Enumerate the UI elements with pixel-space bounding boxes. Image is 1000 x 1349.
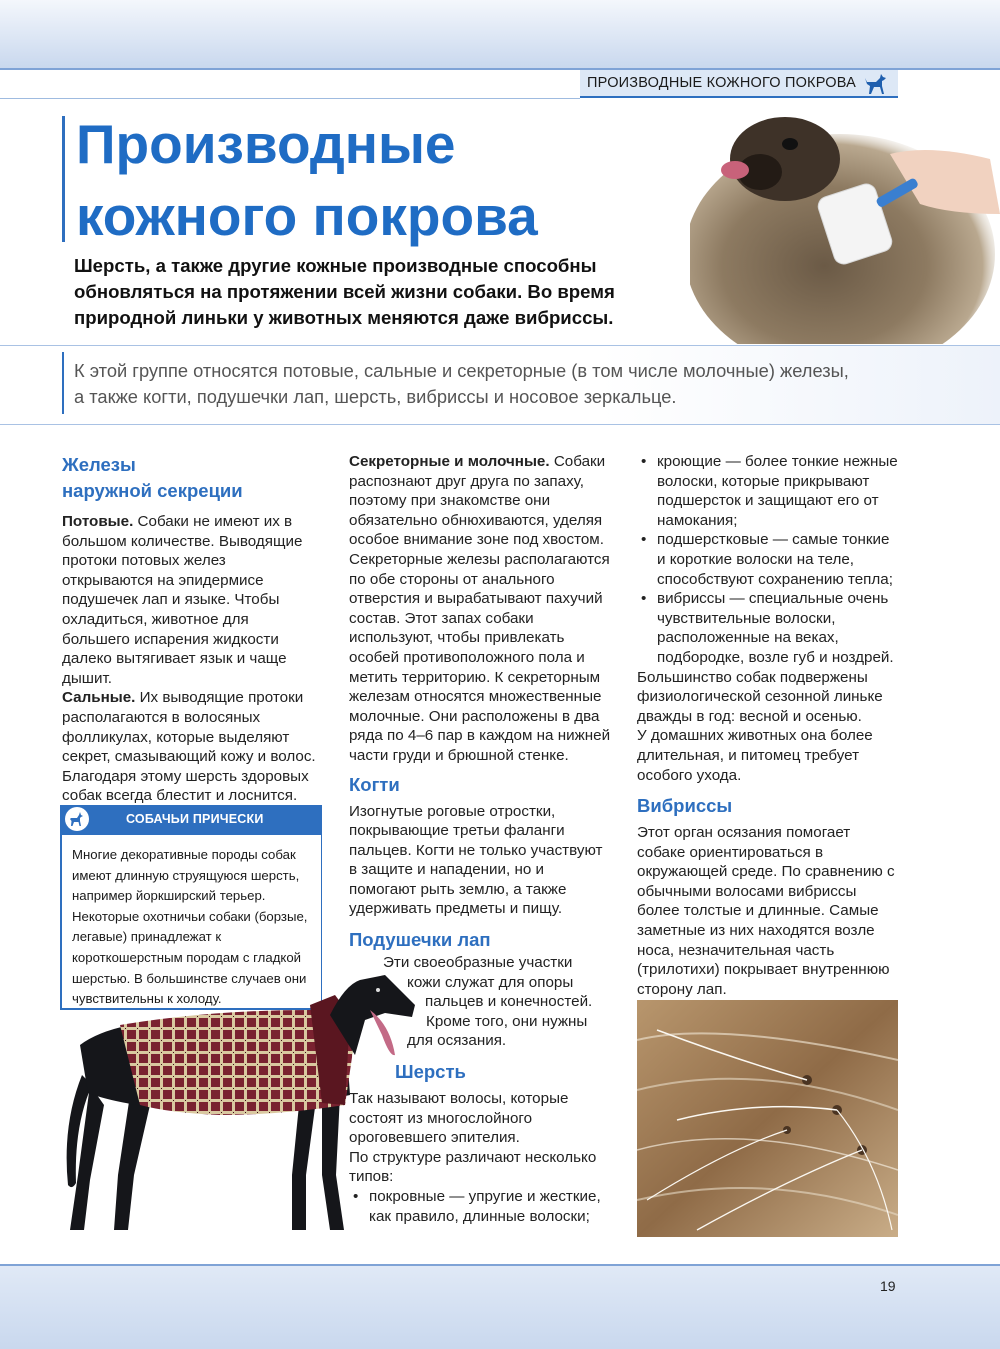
coat-bullet-4: • вибриссы — специальные очень чувствительные волоски, расположенные на веках, подбородке, возле губ и ноздрей.	[637, 589, 899, 667]
coat-bullet-1: • покровные — упругие и жесткие, как правило, длинные волоски;	[349, 1187, 611, 1226]
secretory-glands-text: Собаки распознают друг друга по запаху, поэтому при знакомстве они обязательно обнюхиваются, уделяя особое внимание зоне под хвостом. Секреторные железы располагаются по обе стороны от анального отверстия и вырабатывают пахучий состав. Этот запах собаки используют, чтобы привлекать особей противоположного пола и метить территорию. К секреторным железам относятся множественные молочные. Они расположены в два ряда по 4–6 пар в каждом на нижней части груди и брюшной стенке.	[349, 453, 611, 764]
page-title	[76, 108, 538, 252]
dog-silhouette-icon	[862, 72, 892, 96]
coat-bullet-2: • кроющие — более тонкие нежные волоски, которые прикрывают подшерсток и защищают его от намокания;	[637, 452, 899, 530]
claws-heading: Когти	[349, 773, 400, 795]
paw-pads-line-5: для осязания.	[407, 1032, 507, 1050]
paw-pads-line-1: Эти своеобразные участки	[383, 954, 573, 972]
column-3	[637, 452, 899, 999]
paw-pads-line-3: пальцев и конечностей.	[425, 993, 593, 1011]
coat-heading: Шерсть	[395, 1061, 466, 1083]
pekingese-grooming-photo	[690, 104, 1000, 344]
sebaceous-glands-paragraph	[62, 688, 318, 806]
intro-accent-bar	[62, 352, 64, 414]
title-line-2: кожного покрова	[76, 185, 538, 247]
title-line-1: Производные	[76, 113, 456, 175]
running-head	[580, 70, 898, 98]
running-head-text: ПРОИЗВОДНЫЕ КОЖНОГО ПОКРОВА	[587, 75, 856, 91]
header-line	[0, 98, 580, 99]
coat-text-1: Так называют волосы, которые состоят из многослойного ороговевшего эпителия.	[349, 1090, 569, 1147]
sweat-glands-label: Потовые.	[62, 513, 134, 530]
molt-text-2: У домашних животных она более длительная, и питомец требует особого ухода.	[637, 727, 873, 784]
column-2	[349, 452, 611, 1226]
paw-pads-line-4: Кроме того, они нужны	[426, 1012, 588, 1030]
intro-paragraph: К этой группе относятся потовые, сальные и секреторные (в том числе молочные) железы, а также когти, подушечки лап, шерсть, вибриссы и носовое зеркальце.	[74, 360, 849, 407]
secretory-glands-paragraph	[349, 452, 611, 766]
paw-pads-line-2: кожи служат для опоры	[407, 973, 574, 991]
title-accent-bar	[62, 116, 65, 242]
bottom-band	[0, 1266, 1000, 1349]
dog-hairstyles-text-1: Многие декоративные породы собак имеют длинную струящуюся шерсть, например йоркширский терьер.	[72, 847, 300, 904]
coat-text-2: По структуре различают несколько типов:	[349, 1148, 597, 1186]
molt-text-1: Большинство собак подвержены физиологической сезонной линьке дважды в год: весной и осенью.	[637, 668, 883, 725]
dog-hairstyles-text-2: Некоторые охотничьи собаки (борзые, легавые) принадлежат к короткошерстным породам с гладкой шерстью. В большинстве случаев они чувствительны к холоду.	[72, 908, 308, 1007]
column-1	[62, 452, 318, 806]
sweat-glands-paragraph	[62, 512, 318, 688]
paw-pads-heading: Подушечки лап	[349, 929, 491, 951]
sweat-glands-text: Собаки не имеют их в большом количестве. Выводящие протоки потовых желез открываются на эпидермисе подушечек лап и языке. Чтобы охладиться, животное для большего испарения жидкости далеко вытягивает язык и чаще дышит.	[62, 513, 303, 687]
top-band	[0, 0, 1000, 68]
sebaceous-glands-label: Сальные.	[62, 689, 136, 707]
lead-paragraph: Шерсть, а также другие кожные производные способны обновляться на протяжении всей жизни собаки. Во время природной линьки у животных меняются даже вибриссы.	[74, 255, 615, 328]
whiskers-closeup-photo	[637, 1000, 898, 1237]
glands-heading	[62, 452, 318, 504]
dog-hairstyles-label: СОБАЧЬИ ПРИЧЕСКИ	[126, 812, 264, 826]
dog-badge-icon	[64, 806, 90, 832]
claws-paragraph: Изогнутые роговые отростки, покрывающие третьи фаланги пальцев. Когти не только участвуют в защите и нападении, но и помогают рыть землю, а также удерживать предметы и пищу.	[349, 802, 603, 918]
page-number: 19	[880, 1278, 896, 1294]
glands-heading-line-1: Железы	[62, 454, 136, 475]
coat-bullet-3: • подшерстковые — самые тонкие и короткие волоски на теле, способствуют сохранению тепла;	[637, 530, 899, 589]
secretory-glands-label: Секреторные и молочные.	[349, 453, 550, 470]
vibrissae-paragraph: Этот орган осязания помогает собаке ориентироваться в окружающей среде. По сравнению с обычными волосами вибриссы более толстые и длинные. Самые заметные из них находятся возле носа, незначительная часть (трилотихи) покрывает внутреннюю сторону лап.	[637, 824, 895, 998]
sebaceous-glands-text: Их выводящие протоки располагаются в волосяных фолликулах, которые выделяют секрет, смазывающий кожу и волос. Благодаря этому шерсть здоровых собак всегда блестит и лоснится.	[62, 689, 316, 805]
vibrissae-heading: Вибриссы	[637, 795, 733, 817]
glands-heading-line-2: наружной секреции	[62, 480, 243, 501]
